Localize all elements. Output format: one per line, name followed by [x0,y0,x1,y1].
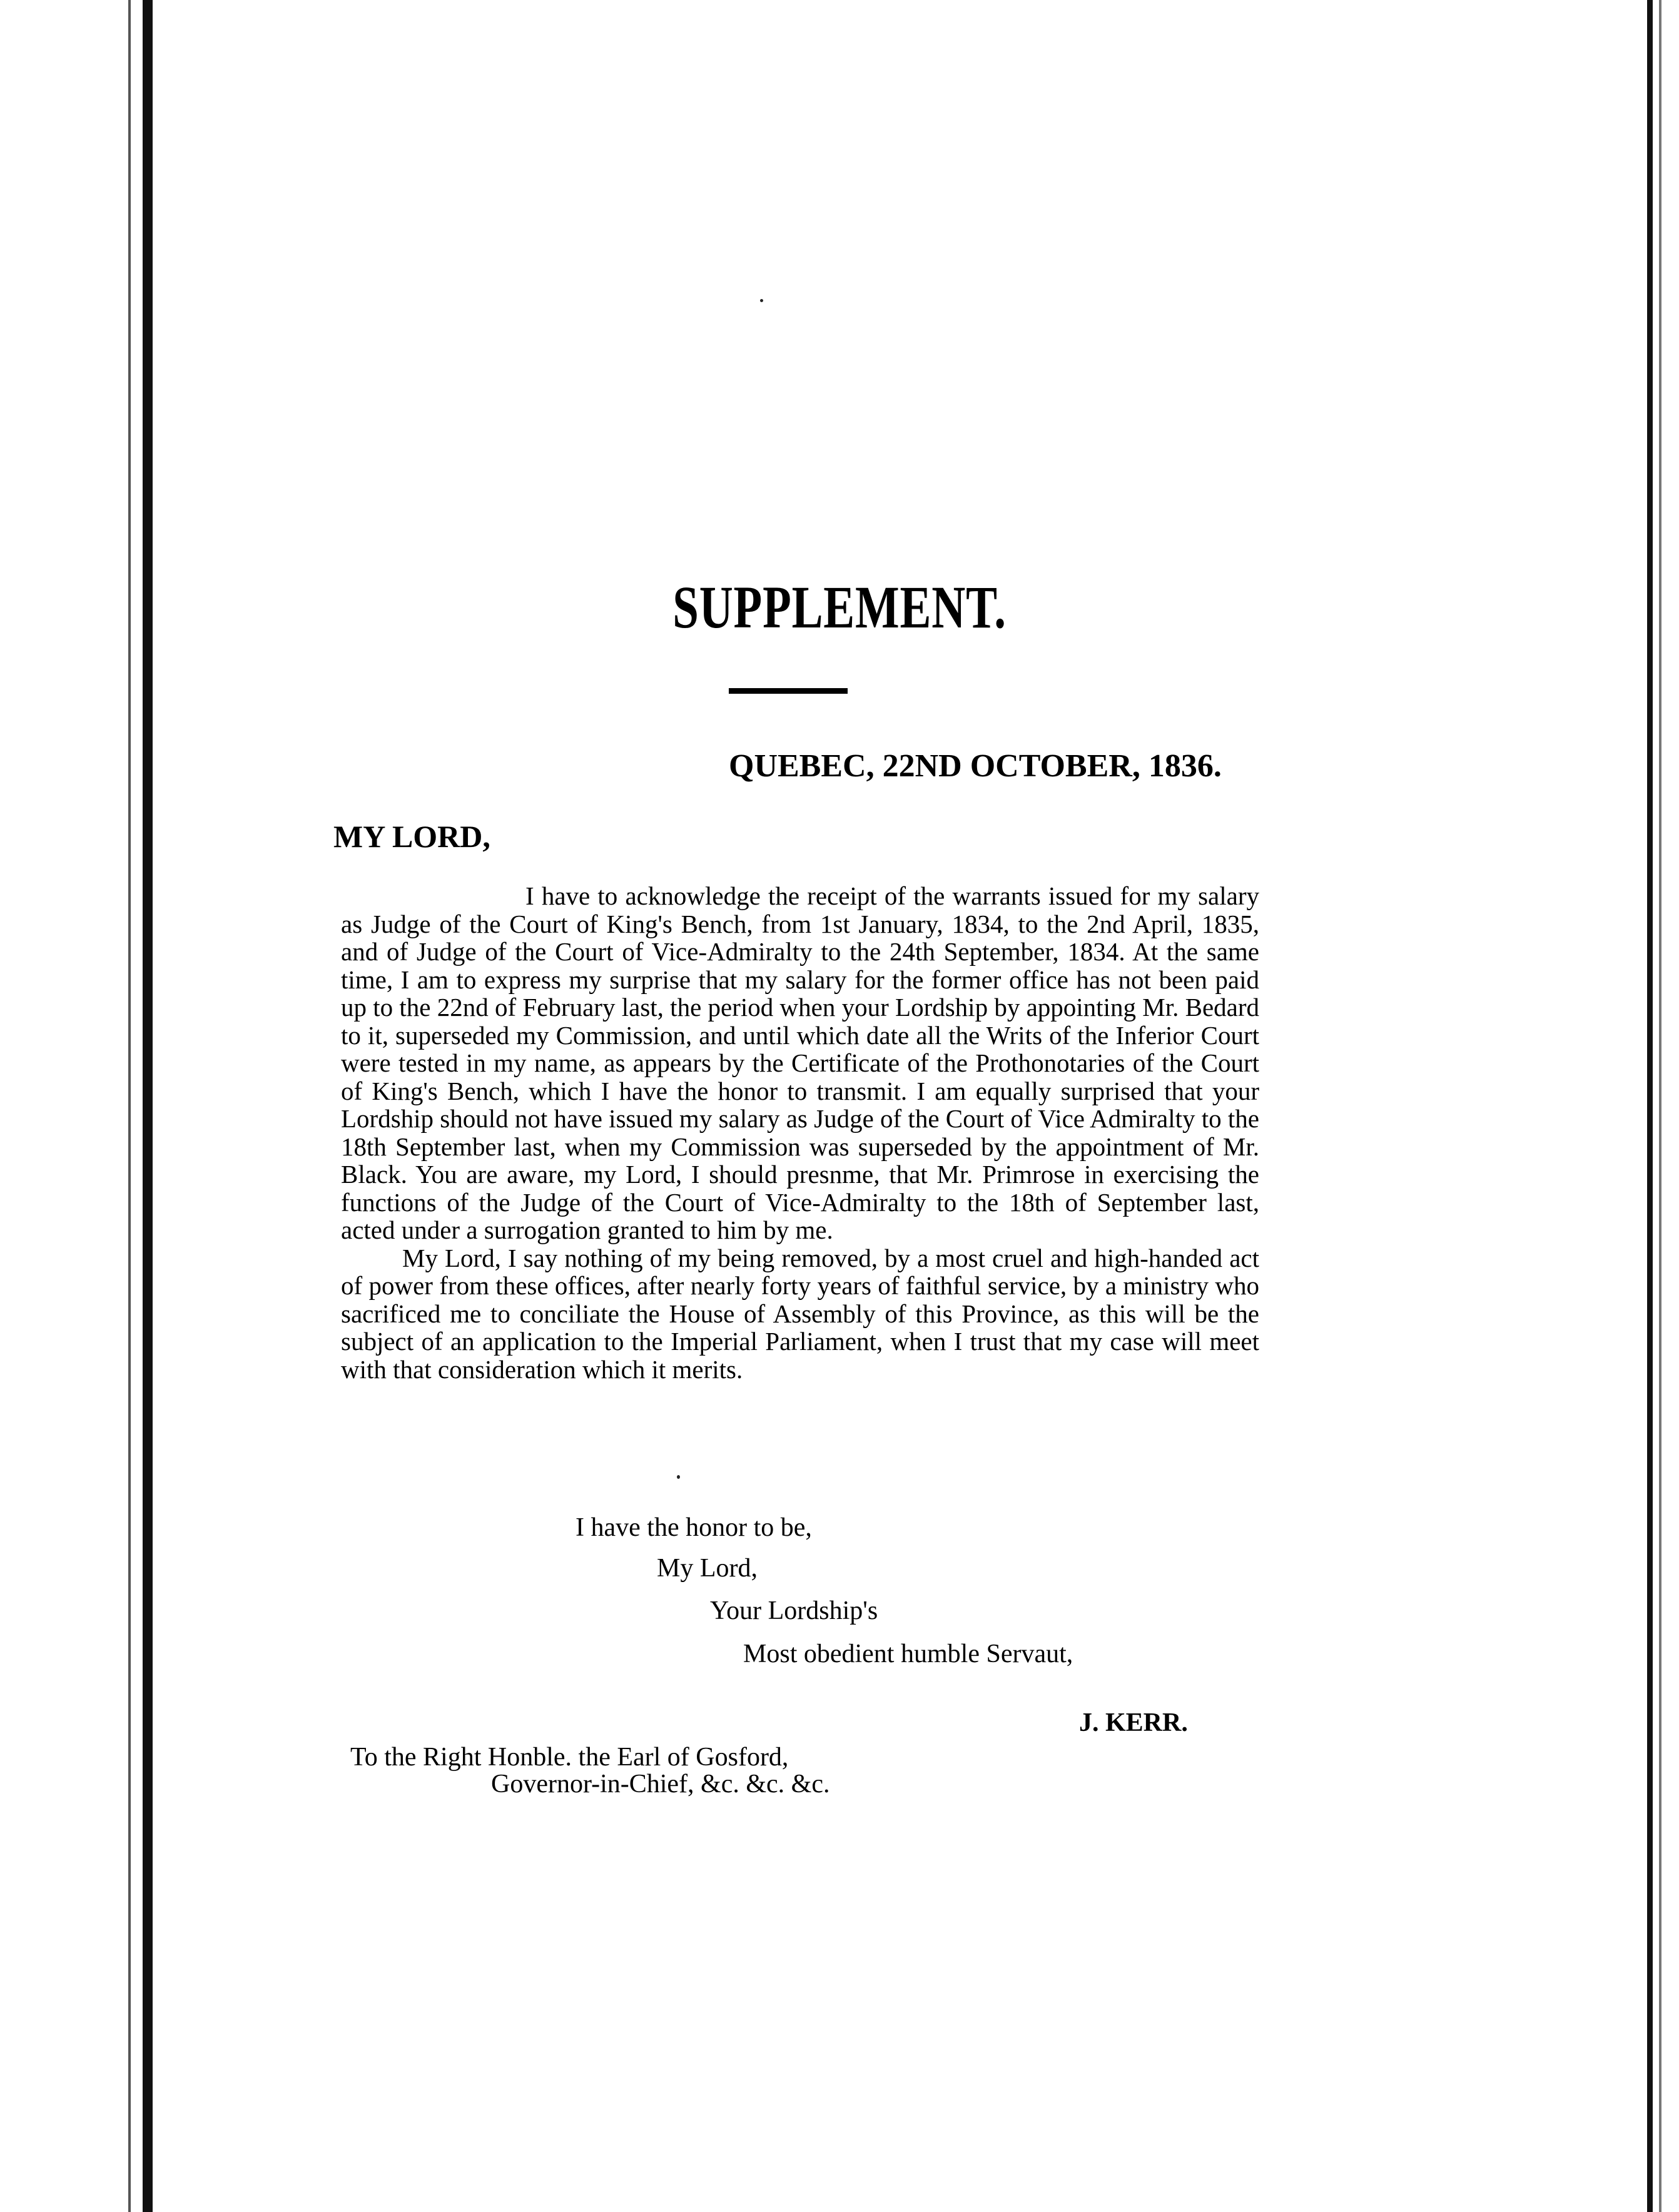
salutation: MY LORD, [333,819,490,854]
addressee-line: To the Right Honble. the Earl of Gosford, [350,1743,789,1772]
closing-line: I have the honor to be, [576,1513,812,1542]
letter-body [341,882,1259,1383]
signature: J. KERR. [1079,1708,1188,1737]
scan-speck [760,299,763,302]
left-scan-edge [143,0,153,2212]
title-rule [729,688,848,694]
right-scan-edge-thin [1659,0,1661,2212]
scan-speck [677,1475,680,1479]
page-title: SUPPLEMENT. [672,574,1007,641]
closing-line: My Lord, [657,1554,758,1583]
closing-line: Most obedient humble Servaut, [743,1640,1073,1668]
left-scan-edge-thin [128,0,131,2212]
body-paragraph: My Lord, I say nothing of my being removed, by a most cruel and high-handed act of power from these offices, after nearly forty years of faithful service, by a ministry who sacrificed me to conciliate the House of Assembly of this Province, as this will be the subject of an application to the Imperial Parliament, when I trust that my case will meet with that consideration which it merits. [341,1243,1259,1384]
addressee-line: Governor-in-Chief, &c. &c. &c. [491,1770,830,1799]
dateline: QUEBEC, 22ND OCTOBER, 1836. [729,748,1222,784]
body-paragraph: I have to acknowledge the receipt of the warrants issued for my salary as Judge of the Court of King's Bench, from 1st January, 1834, to the 2nd April, 1835, and of Judge of the Court of Vice-Admiralty to the 24th September, 1834. At the same time, I am to express my surprise that my salary for the former office has not been paid up to the 22nd of February last, the period when your Lordship by appointing Mr. Bedard to it, superseded my Commission, and until which date all the Writs of the Inferior Court were tested in my name, as appears by the Certificate of the Prothonotaries of the Court of King's Bench, which I have the honor to transmit. I am equally surprised that your Lordship should not have issued my salary as Judge of the Court of Vice Admiralty to the 18th September last, when my Commission was superseded by the appointment of Mr. Black. You are aware, my Lord, I should presnme, that Mr. Primrose in exercising the functions of the Judge of the Court of Vice-Admiralty to the 18th of September last, acted under a surrogation granted to him by me. [341,881,1259,1244]
closing-line: Your Lordship's [710,1596,878,1625]
right-scan-edge [1647,0,1653,2212]
